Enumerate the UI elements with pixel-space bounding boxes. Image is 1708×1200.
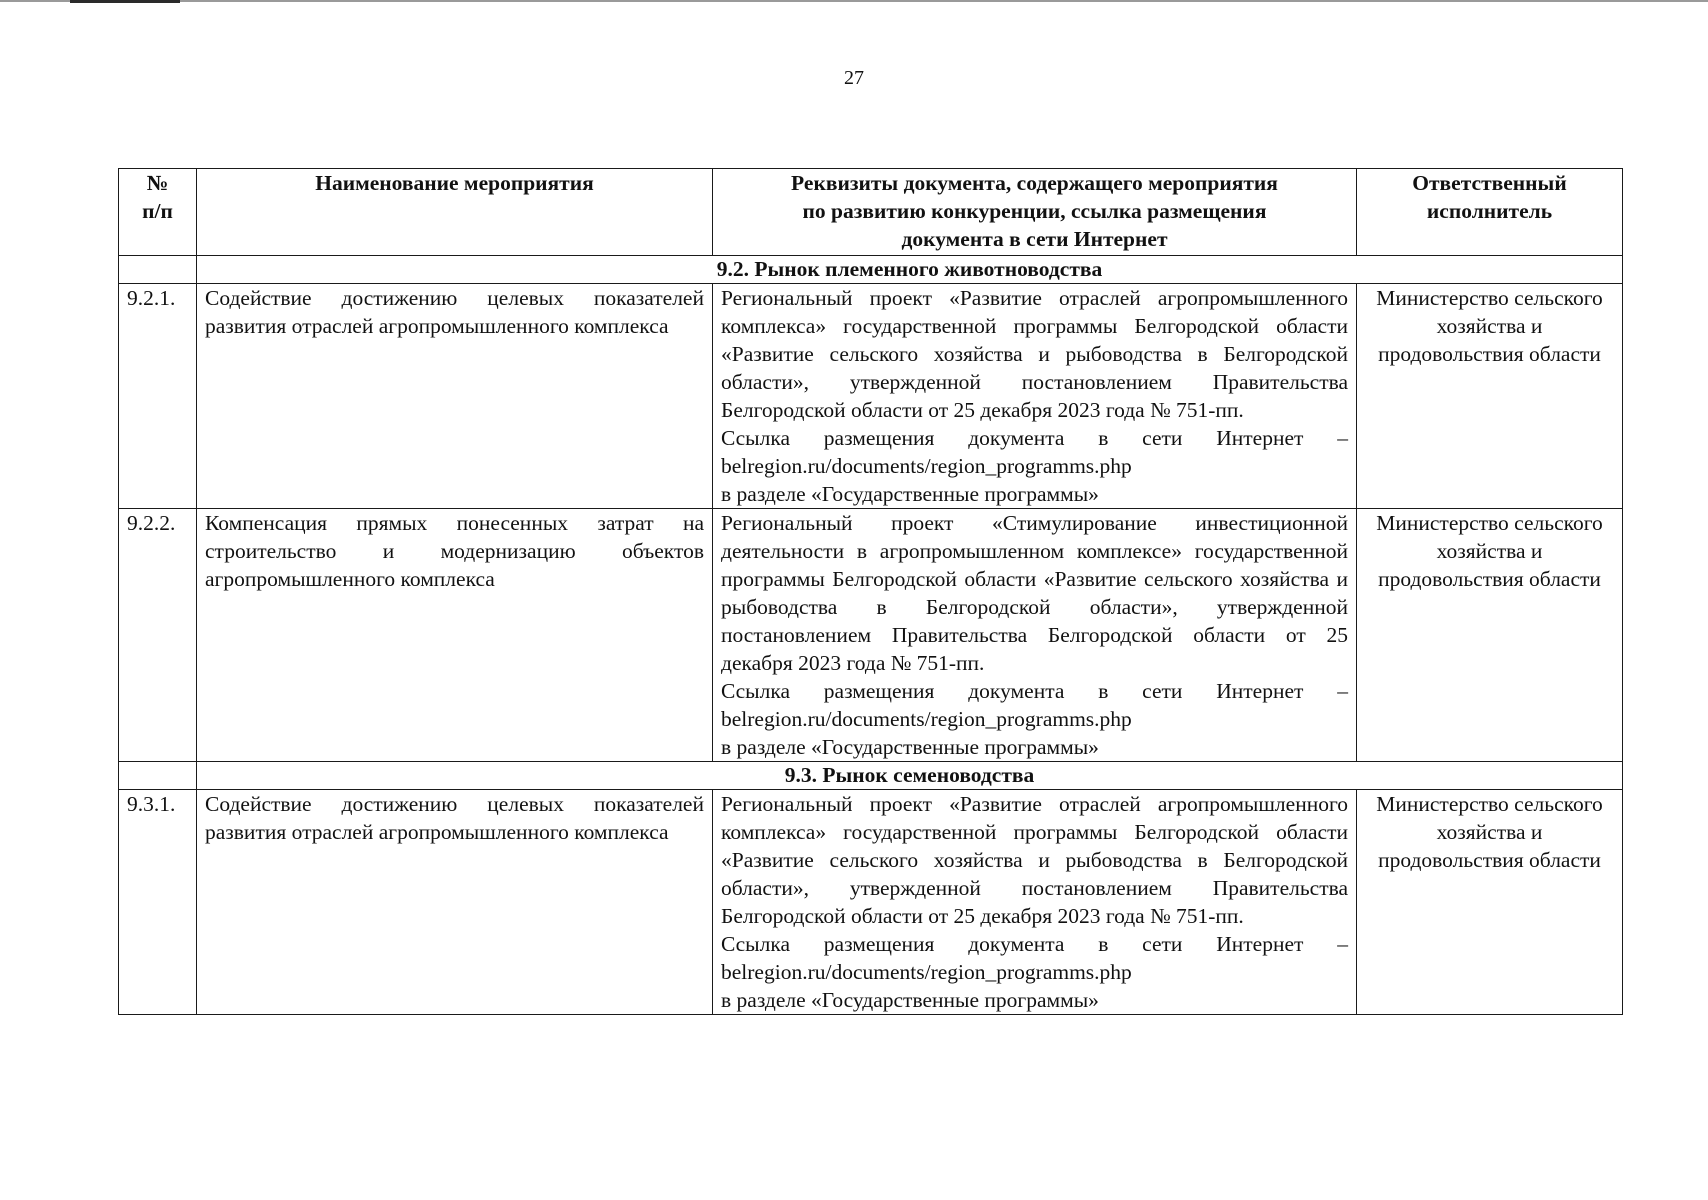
table-row bbox=[119, 509, 1623, 762]
document-url: belregion.ru/documents/region_programms.php bbox=[721, 960, 1132, 984]
section-row bbox=[119, 762, 1623, 790]
document-details bbox=[713, 284, 1357, 509]
table-header-row bbox=[119, 169, 1623, 256]
document-reference: Региональный проект «Развитие отраслей агропромышленного комплекса» государственной программы Белгородской области «Развитие сельского хозяйства и рыбоводства в Белгородской области», утвержденной постановлением Правительства Белгородской области от 25 декабря 2023 года № 751-пп. bbox=[721, 286, 1348, 422]
table-row bbox=[119, 284, 1623, 509]
section-number-cell bbox=[119, 762, 197, 790]
header-responsible-executor: Ответственный исполнитель bbox=[1357, 169, 1623, 256]
section-title: 9.2. Рынок племенного животноводства bbox=[197, 256, 1623, 284]
document-url: belregion.ru/documents/region_programms.php bbox=[721, 454, 1132, 478]
measure-name: Содействие достижению целевых показателей развития отраслей агропромышленного комплекса bbox=[197, 790, 713, 1015]
document-details bbox=[713, 509, 1357, 762]
document-details bbox=[713, 790, 1357, 1015]
table-row bbox=[119, 790, 1623, 1015]
scan-top-mark bbox=[70, 0, 180, 3]
measures-table bbox=[118, 168, 1623, 1015]
scan-top-edge bbox=[0, 0, 1708, 2]
link-intro: Ссылка размещения документа в сети Интернет – bbox=[721, 679, 1348, 703]
row-number: 9.3.1. bbox=[119, 790, 197, 1015]
header-document-details: Реквизиты документа, содержащего мероприятия по развитию конкуренции, ссылка размещения документа в сети Интернет bbox=[713, 169, 1357, 256]
table-body bbox=[119, 256, 1623, 1015]
document-url-section: в разделе «Государственные программы» bbox=[721, 735, 1099, 759]
responsible-executor: Министерство сельского хозяйства и продовольствия области bbox=[1357, 284, 1623, 509]
page-number: 27 bbox=[844, 67, 864, 89]
header-measure-name: Наименование мероприятия bbox=[197, 169, 713, 256]
row-number: 9.2.1. bbox=[119, 284, 197, 509]
section-row bbox=[119, 256, 1623, 284]
document-url-section: в разделе «Государственные программы» bbox=[721, 988, 1099, 1012]
measure-name: Компенсация прямых понесенных затрат на строительство и модернизацию объектов агропромышленного комплекса bbox=[197, 509, 713, 762]
link-intro: Ссылка размещения документа в сети Интернет – bbox=[721, 932, 1348, 956]
document-url-section: в разделе «Государственные программы» bbox=[721, 482, 1099, 506]
document-reference: Региональный проект «Развитие отраслей агропромышленного комплекса» государственной программы Белгородской области «Развитие сельского хозяйства и рыбоводства в Белгородской области», утвержденной постановлением Правительства Белгородской области от 25 декабря 2023 года № 751-пп. bbox=[721, 792, 1348, 928]
row-number: 9.2.2. bbox=[119, 509, 197, 762]
measure-name: Содействие достижению целевых показателей развития отраслей агропромышленного комплекса bbox=[197, 284, 713, 509]
responsible-executor: Министерство сельского хозяйства и продовольствия области bbox=[1357, 790, 1623, 1015]
section-number-cell bbox=[119, 256, 197, 284]
link-intro: Ссылка размещения документа в сети Интернет – bbox=[721, 426, 1348, 450]
header-number: № п/п bbox=[119, 169, 197, 256]
responsible-executor: Министерство сельского хозяйства и продовольствия области bbox=[1357, 509, 1623, 762]
document-url: belregion.ru/documents/region_programms.php bbox=[721, 707, 1132, 731]
section-title: 9.3. Рынок семеноводства bbox=[197, 762, 1623, 790]
document-reference: Региональный проект «Стимулирование инвестиционной деятельности в агропромышленном комплексе» государственной программы Белгородской области «Развитие сельского хозяйства и рыбоводства в Белгородской области», утвержденной постановлением Правительства Белгородской области от 25 декабря 2023 года № 751-пп. bbox=[721, 511, 1348, 675]
